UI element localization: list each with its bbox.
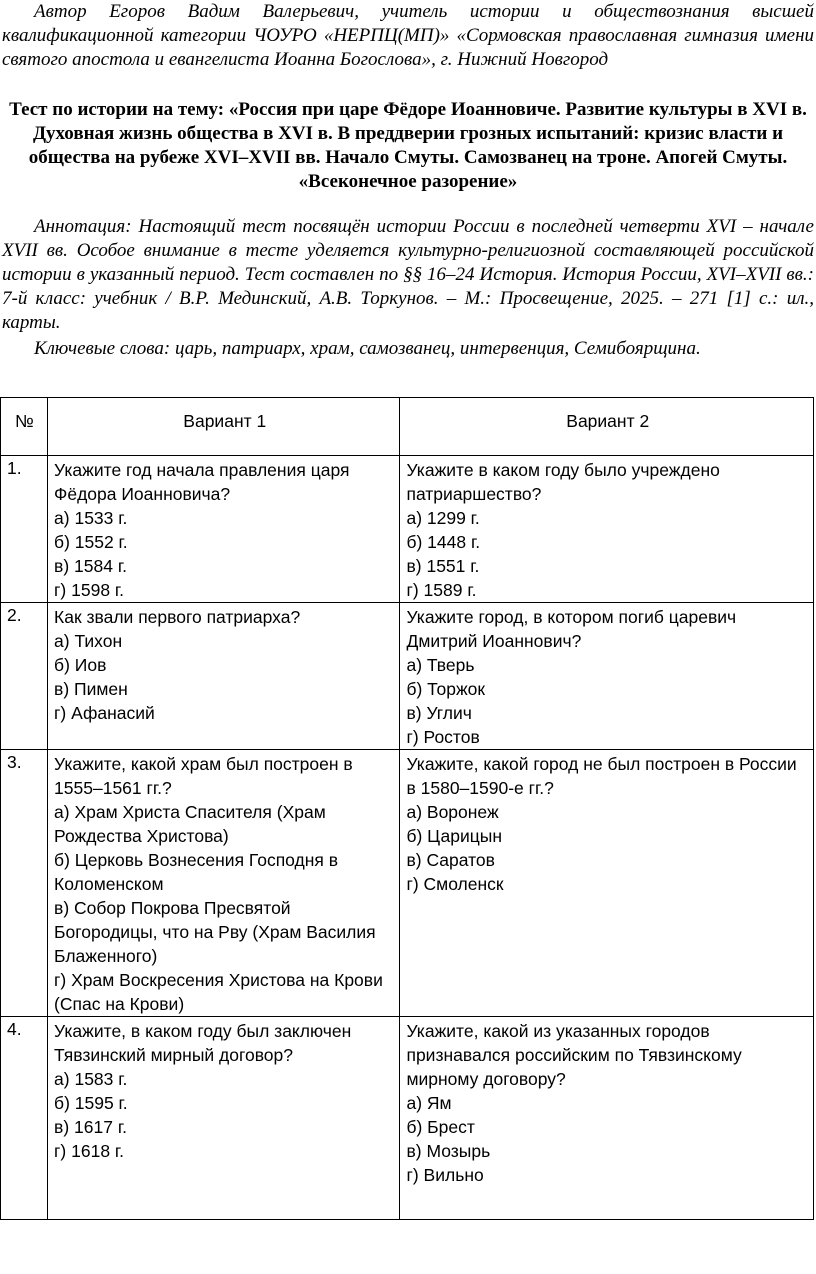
answer-option: в) Саратов <box>406 850 495 870</box>
answer-option: б) Царицын <box>406 826 503 846</box>
city-name: , г. Нижний Новгород <box>431 49 609 70</box>
answer-option: г) 1618 г. <box>54 1141 125 1161</box>
answer-option: г) Афанасий <box>54 703 155 723</box>
table-row <box>1 750 814 1017</box>
answer-option: в) Мозырь <box>406 1141 491 1161</box>
answer-option: а) Храм Христа Спасителя (Храм Рождества Христова) <box>54 802 326 846</box>
answer-option: г) Храм Воскресения Христова на Крови (Спас на Крови) <box>54 970 383 1014</box>
answer-option: а) 1299 г. <box>406 508 480 528</box>
variant-2-cell <box>400 750 814 1017</box>
page-title: Тест по истории на тему: «Россия при царе Фёдоре Иоанновиче. Развитие культуры в XVI в. Духовная жизнь общества в XVI в. В преддверии грозных испытаний: кризис власти и общества на рубеже XVI–XVII вв. Начало Смуты. Самозванец на троне. Апогей Смуты. «Всеконечное разорение» <box>9 99 807 192</box>
question-text: Укажите, какой из указанных городов признавался российским по Тявзинскому мирному договору? <box>406 1021 742 1089</box>
answer-option: б) 1552 г. <box>54 532 128 552</box>
answer-option: в) Углич <box>406 703 472 723</box>
keywords: Ключевые слова: царь, патриарх, храм, самозванец, интервенция, Семибоярщина. <box>34 338 701 359</box>
question-text: Укажите, какой храм был построен в 1555–1561 гг.? <box>54 754 353 798</box>
answer-option: а) Воронеж <box>406 802 499 822</box>
question-text: Как звали первого патриарха? <box>54 607 301 627</box>
answer-option: в) Пимен <box>54 679 128 699</box>
answer-option: а) Тверь <box>406 655 475 675</box>
row-number: 1. <box>1 456 48 603</box>
question-text: Укажите в каком году было учреждено патриаршество? <box>406 460 720 504</box>
header-number: № <box>1 398 48 456</box>
variant-1-cell <box>48 750 400 1017</box>
annotation: Аннотация: Настоящий тест посвящён истории России в последней четверти XVI – начале XVII вв. Особое внимание в тесте уделяется культурно-религиозной составляющей российской истории в указанный период. Тест составлен по §§ 16–24 История. История России, XVI–XVII вв.: 7-й класс: учебник / В.Р. Мединский, А.В. Торкунов. – М.: Просвещение, 2025. – 271 [1] с.: ил., карты. <box>2 216 814 333</box>
answer-option: г) Смоленск <box>406 874 504 894</box>
answer-option: б) Иов <box>54 655 107 675</box>
author-name: Автор Егоров Вадим Валерьевич, учитель истории и обществознания высшей квалификационной категории <box>2 1 814 46</box>
question-text: Укажите город, в котором погиб царевич Дмитрий Иоаннович? <box>406 607 737 651</box>
answer-option: в) 1584 г. <box>54 556 127 576</box>
author-line <box>2 0 814 72</box>
answer-option: в) 1617 г. <box>54 1117 127 1137</box>
answer-option: в) 1551 г. <box>406 556 480 576</box>
answer-option: а) 1533 г. <box>54 508 128 528</box>
variant-2-cell <box>400 1017 814 1220</box>
answer-option: а) Ям <box>406 1093 452 1113</box>
row-number: 3. <box>1 750 48 1017</box>
answer-option: а) Тихон <box>54 631 123 651</box>
variant-1-cell <box>48 603 400 750</box>
header-variant-2: Вариант 2 <box>400 398 814 456</box>
organization-name: ЧОУРО «НЕРПЦ(МП)» «Сормовская православная гимназия имени святого апостола и евангелиста Иоанна Богослова» <box>2 25 815 70</box>
answer-option: б) Церковь Вознесения Господня в Коломенском <box>54 850 339 894</box>
question-text: Укажите год начала правления царя Фёдора Иоанновича? <box>54 460 350 504</box>
answer-option: б) 1595 г. <box>54 1093 128 1113</box>
variant-2-cell <box>400 456 814 603</box>
answer-option: г) Вильно <box>406 1165 484 1185</box>
table-header-row <box>1 398 814 456</box>
row-number: 4. <box>1 1017 48 1220</box>
answer-option: г) 1598 г. <box>54 580 125 600</box>
question-text: Укажите, какой город не был построен в России в 1580–1590-е гг.? <box>406 754 797 798</box>
answer-option: г) 1589 г. <box>406 580 477 600</box>
variant-1-cell <box>48 456 400 603</box>
table-row <box>1 603 814 750</box>
row-number: 2. <box>1 603 48 750</box>
answer-option: в) Собор Покрова Пресвятой Богородицы, что на Рву (Храм Василия Блаженного) <box>54 898 376 966</box>
answer-option: б) 1448 г. <box>406 532 481 552</box>
answer-option: б) Брест <box>406 1117 475 1137</box>
answer-option: а) 1583 г. <box>54 1069 128 1089</box>
table-row <box>1 1017 814 1220</box>
header-variant-1: Вариант 1 <box>48 398 400 456</box>
answer-option: г) Ростов <box>406 727 480 747</box>
variant-1-cell <box>48 1017 400 1220</box>
question-text: Укажите, в каком году был заключен Тявзинский мирный договор? <box>54 1021 352 1065</box>
variant-2-cell <box>400 603 814 750</box>
answer-option: б) Торжок <box>406 679 486 699</box>
table-row <box>1 456 814 603</box>
quiz-table <box>0 397 814 1220</box>
